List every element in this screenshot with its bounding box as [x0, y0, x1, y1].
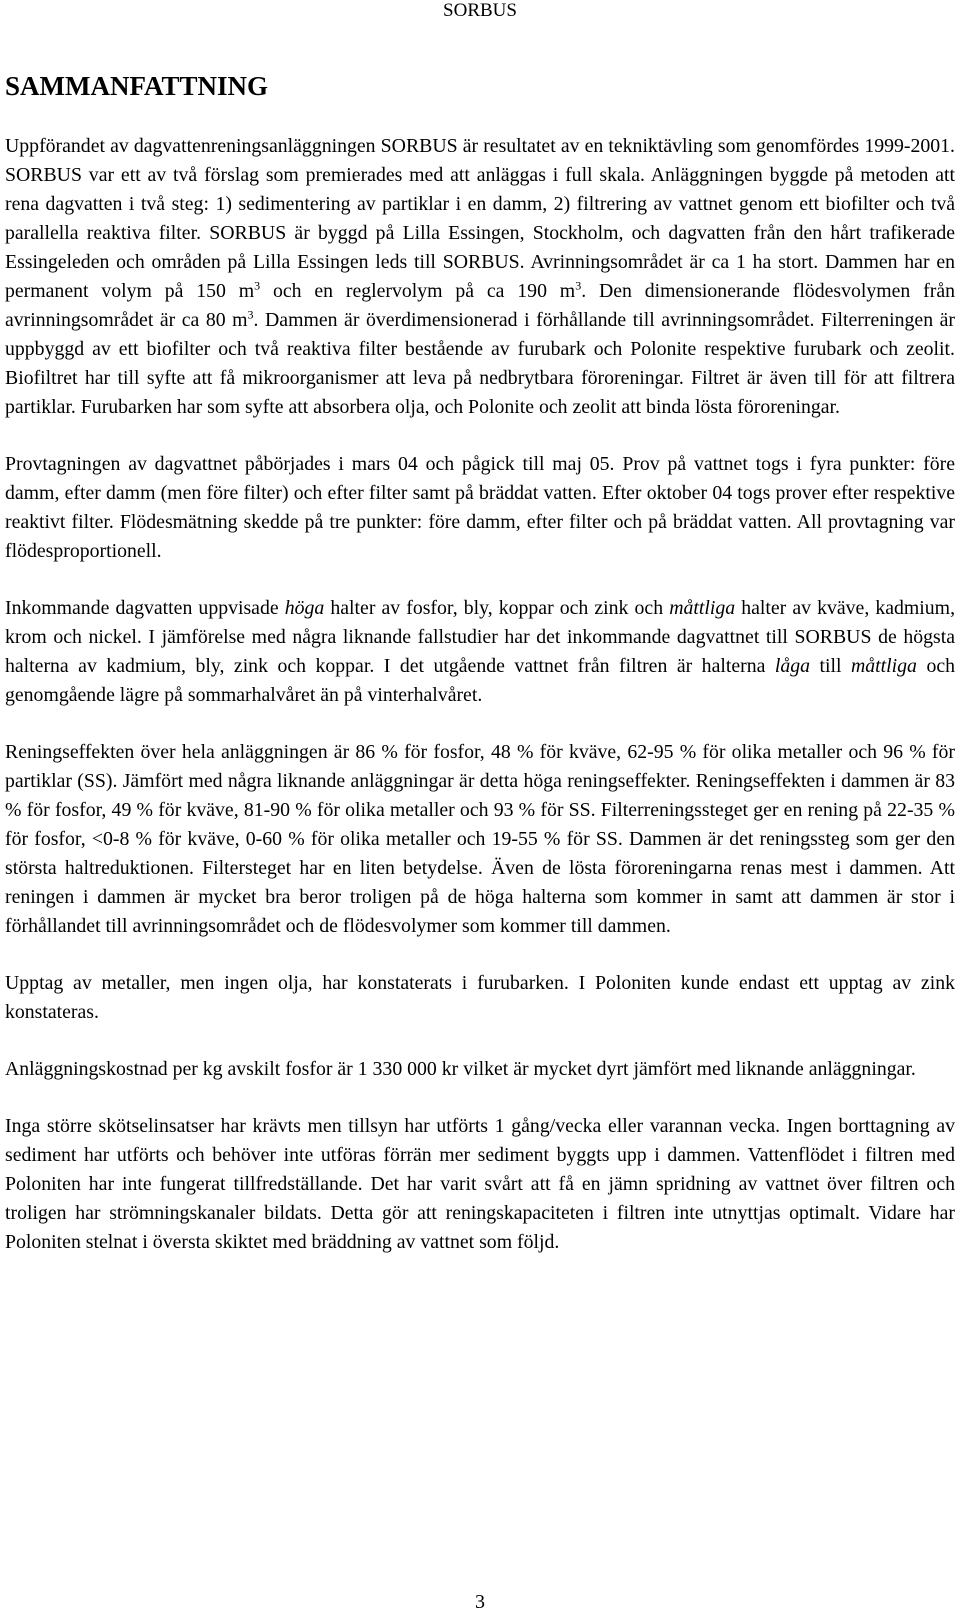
- paragraph-background: [5, 132, 955, 422]
- paragraph-text: Inkommande dagvatten uppvisade: [5, 597, 285, 619]
- italic-text: måttliga: [669, 597, 736, 619]
- superscript: 3: [575, 278, 582, 293]
- paragraph-maintenance: Inga större skötselinsatser har krävts men tillsyn har utförts 1 gång/vecka eller varannan vecka. Ingen borttagning av sediment har utförts och behöver inte utföras förrän mer sediment byggts upp i dammen. Vattenflödet i filtren med Poloniten har inte fungerat tillfredställande. Det har varit svårt att få en jämn spridning av vattnet över filtren och troligen har strömningskanaler bildats. Detta gör att reningskapaciteten i filtren inte utnyttjas optimalt. Vidare har Poloniten stelnat i översta skiktet med bräddning av vattnet som följd.: [5, 1115, 955, 1253]
- paragraph-sampling: Provtagningen av dagvattnet påbörjades i mars 04 och pågick till maj 05. Prov på vattnet togs i fyra punkter: före damm, efter damm (men före filter) och efter filter samt på bräddat vatten. Efter oktober 04 togs prover efter respektive reaktivt filter. Flödesmätning skedde på tre punkter: före damm, efter filter och på bräddat vatten. All provtagning var flödesproportionell.: [5, 453, 955, 562]
- page-number: 3: [475, 1591, 485, 1613]
- italic-text: höga: [284, 597, 325, 619]
- summary-body: [5, 132, 955, 1285]
- superscript: 3: [247, 307, 254, 322]
- paragraph-text: . Den dimensionerande flödesvolymen från avrinningsområdet är ca 80 m: [5, 280, 955, 331]
- paragraph-text: till: [810, 655, 851, 677]
- paragraph-text: och genomgående lägre på sommarhalvåret än på vinterhalvåret.: [5, 655, 955, 706]
- superscript: 3: [254, 278, 261, 293]
- paragraph-treatment-efficiency: Reningseffekten över hela anläggningen är 86 % för fosfor, 48 % för kväve, 62-95 % för olika metaller och 96 % för partiklar (SS). Jämfört med några liknande anläggningar är detta höga reningseffekter. Reningseffekten i dammen är 83 % för fosfor, 49 % för kväve, 81-90 % för olika metaller och 93 % för SS. Filterreningssteget ger en rening på 22-35 % för fosfor, <0-8 % för kväve, 0-60 % för olika metaller och 19-55 % för SS. Dammen är det reningssteg som ger den största haltreduktionen. Filtersteget har en liten betydelse. Även de lösta föroreningarna renas mest i dammen. Att reningen i dammen är mycket bra beror troligen på de höga halterna som kommer in samt att dammen är stor i förhållandet till avrinningsområdet och de flödesvolymer som kommer till dammen.: [5, 741, 955, 937]
- paragraph-text: Uppförandet av dagvattenreningsanläggningen SORBUS är resultatet av en tekniktävling som genomfördes 1999-2001. SORBUS var ett av två förslag som premierades med att anläggas i full skala. Anläggningen byggde på metoden att rena dagvatten i två steg: 1) sedimentering av partiklar i en damm, 2) filtrering av vattnet genom ett biofilter och två parallella reaktiva filter. SORBUS är byggd på Lilla Essingen, Stockholm, och dagvatten från den hårt trafikerade Essingeleden och områden på Lilla Essingen leds till SORBUS. Avrinningsområdet är ca 1 ha stort. Dammen har en permanent volym på 150 m: [5, 135, 955, 302]
- paragraph-text: halter av kväve, kadmium, krom och nickel. I jämförelse med några liknande fallstudier har det inkommande dagvattnet till SORBUS de högsta halterna av kadmium, bly, zink och koppar. I det utgående vattnet från filtren är halterna: [5, 597, 956, 677]
- paragraph-cost: Anläggningskostnad per kg avskilt fosfor är 1 330 000 kr vilket är mycket dyrt jämfört med liknande anläggningar.: [5, 1058, 916, 1080]
- paragraph-text: och en reglervolym på ca 190 m: [260, 280, 576, 302]
- paragraph-text: halter av fosfor, bly, koppar och zink och: [324, 597, 670, 619]
- paragraph-concentrations: [5, 594, 955, 710]
- paragraph-uptake: Upptag av metaller, men ingen olja, har konstaterats i furubarken. I Poloniten kunde endast ett upptag av zink konstateras.: [5, 972, 955, 1023]
- running-header: SORBUS: [443, 0, 517, 21]
- italic-text: måttliga: [851, 655, 917, 677]
- page-title: SAMMANFATTNING: [5, 71, 268, 101]
- paragraph-text: . Dammen är överdimensionerad i förhållande till avrinningsområdet. Filterreningen är uppbyggd av ett biofilter och två reaktiva filter bestående av furubark och Polonite respektive furubark och zeolit. Biofiltret har till syfte att få mikroorganismer att leva på nedbrytbara föroreningar. Filtret är även till för att filtrera partiklar. Furubarken har som syfte att absorbera olja, och Polonite och zeolit att binda lösta föroreningar.: [5, 309, 955, 418]
- italic-text: låga: [774, 655, 811, 677]
